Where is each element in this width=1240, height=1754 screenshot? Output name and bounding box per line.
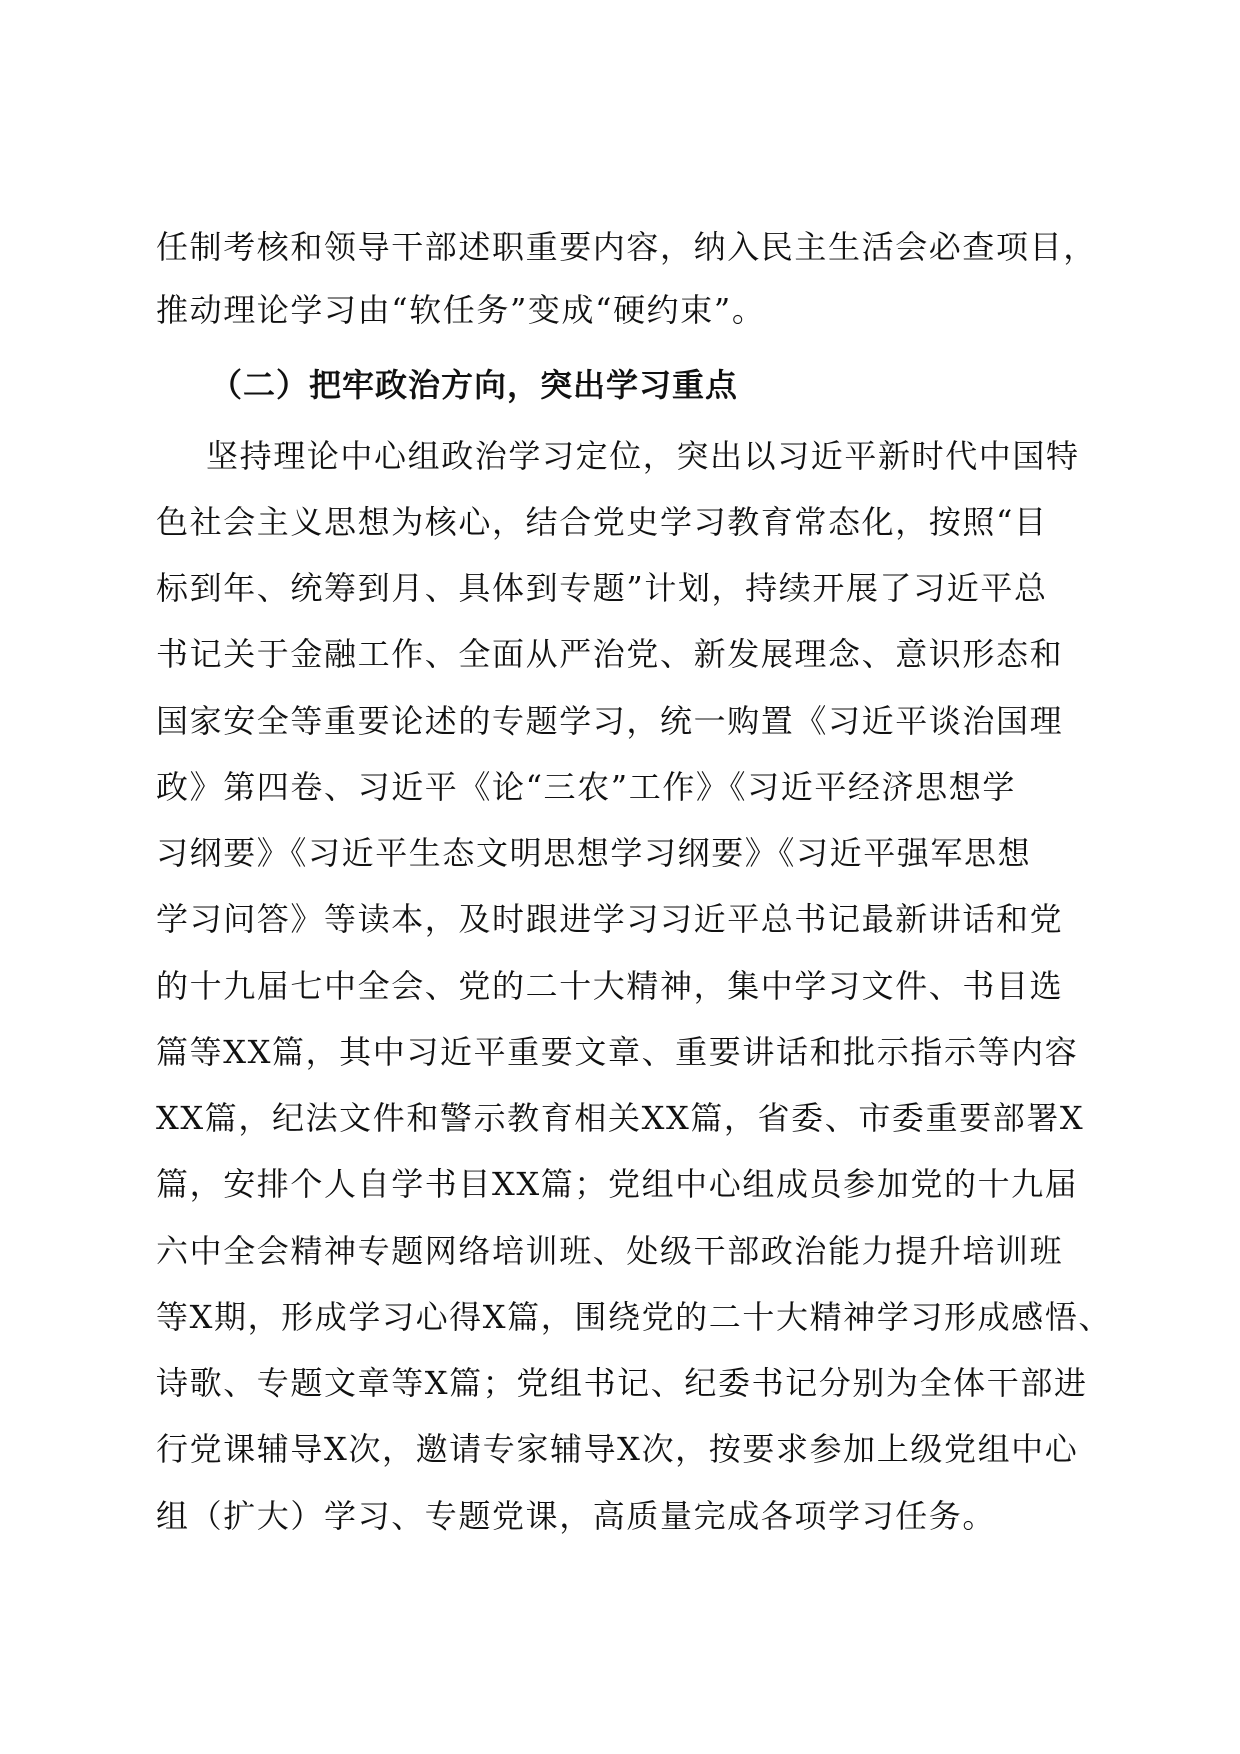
paragraph-line: 组（扩大）学习、专题党课，高质量完成各项学习任务。 bbox=[156, 1497, 997, 1535]
paragraph-line: 国家安全等重要论述的专题学习，统一购置《习近平谈治国理 bbox=[156, 702, 1064, 740]
paragraph-line: 色社会主义思想为核心，结合党史学习教育常态化，按照“目 bbox=[156, 503, 1048, 541]
paragraph-line: 诗歌、专题文章等X篇；党组书记、纪委书记分别为全体干部进 bbox=[156, 1364, 1088, 1402]
paragraph-line: 坚持理论中心组政治学习定位，突出以习近平新时代中国特 bbox=[206, 437, 1080, 475]
paragraph-line: 篇等XX篇，其中习近平重要文章、重要讲话和批示指示等内容 bbox=[156, 1033, 1079, 1071]
paragraph-line: 政》第四卷、习近平《论“三农”工作》《习近平经济思想学 bbox=[156, 768, 1016, 806]
paragraph-line: 标到年、统筹到月、具体到专题”计划，持续开展了习近平总 bbox=[156, 569, 1048, 607]
paragraph-line: 的十九届七中全会、党的二十大精神，集中学习文件、书目选 bbox=[156, 967, 1064, 1005]
paragraph-line: 习纲要》《习近平生态文明思想学习纲要》《习近平强军思想 bbox=[156, 834, 1032, 872]
paragraph-line: 六中全会精神专题网络培训班、处级干部政治能力提升培训班 bbox=[156, 1232, 1064, 1270]
paragraph-line: 书记关于金融工作、全面从严治党、新发展理念、意识形态和 bbox=[156, 635, 1064, 673]
section-heading: （二）把牢政治方向，突出学习重点 bbox=[210, 366, 739, 404]
paragraph-line: 学习问答》等读本，及时跟进学习习近平总书记最新讲话和党 bbox=[156, 900, 1064, 938]
paragraph-line: XX篇，纪法文件和警示教育相关XX篇，省委、市委重要部署X bbox=[156, 1099, 1085, 1137]
intro-line-2: 推动理论学习由“软任务”变成“硬约束”。 bbox=[156, 291, 766, 329]
paragraph-line: 行党课辅导X次，邀请专家辅导X次，按要求参加上级党组中心 bbox=[156, 1430, 1079, 1468]
paragraph-line: 等X期，形成学习心得X篇，围绕党的二十大精神学习形成感悟、 bbox=[156, 1298, 1112, 1336]
intro-line-1: 任制考核和领导干部述职重要内容，纳入民主生活会必查项目， bbox=[156, 228, 1097, 266]
paragraph-line: 篇，安排个人自学书目XX篇；党组中心组成员参加党的十九届 bbox=[156, 1165, 1079, 1203]
